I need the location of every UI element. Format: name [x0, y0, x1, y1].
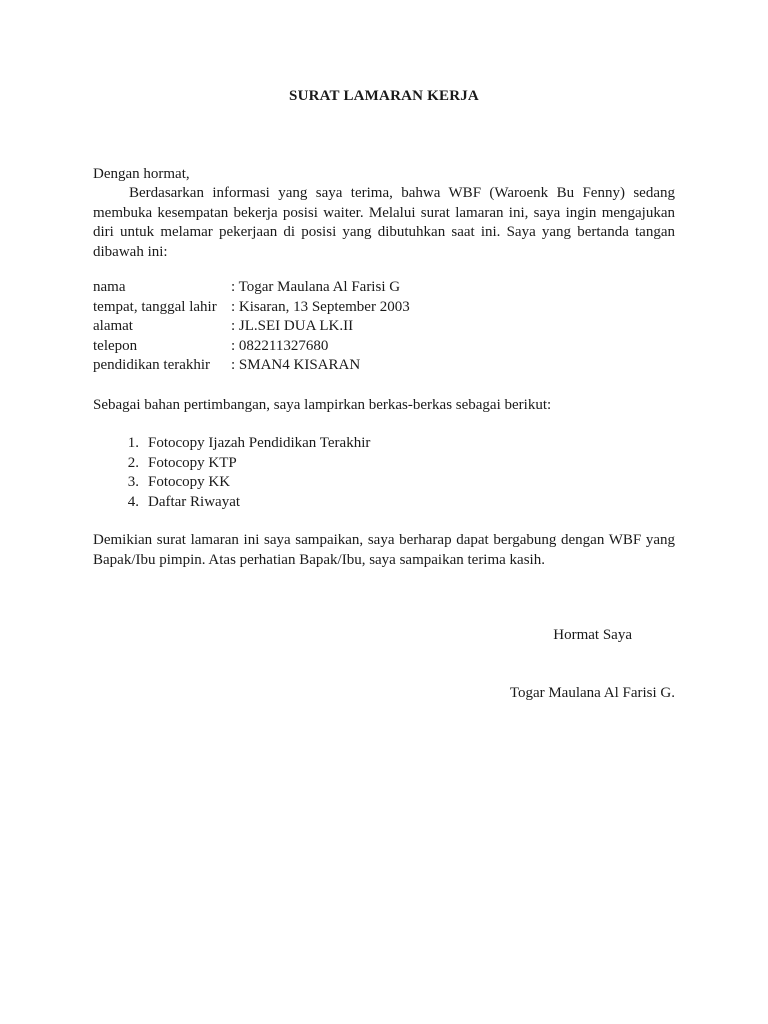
- field-row-birth: [93, 298, 675, 318]
- list-item-text: Fotocopy Ijazah Pendidikan Terakhir: [148, 435, 371, 451]
- field-row-nama: [93, 278, 675, 298]
- list-item: [93, 454, 593, 474]
- field-label: tempat, tanggal lahir: [93, 298, 217, 315]
- letter-title: SURAT LAMARAN KERJA: [289, 88, 479, 104]
- applicant-details: [93, 278, 675, 376]
- field-value: : SMAN4 KISARAN: [231, 357, 361, 373]
- list-number: 1.: [127, 435, 139, 451]
- field-value: : Kisaran, 13 September 2003: [231, 298, 410, 315]
- list-item: [93, 493, 593, 513]
- field-value: : 082211327680: [231, 337, 329, 354]
- field-label: alamat: [93, 318, 133, 334]
- list-item: [93, 473, 593, 493]
- list-number: 3.: [127, 474, 139, 490]
- field-label: pendidikan terakhir: [93, 357, 211, 373]
- field-value: : JL.SEI DUA LK.II: [231, 318, 354, 334]
- attachments-list: [93, 434, 593, 512]
- intro-paragraph: Berdasarkan informasi yang saya terima, bahwa WBF (Waroenk Bu Fenny) sedang membuka kesempatan bekerja posisi waiter. Melalui surat lamaran ini, saya ingin mengajukan diri untuk melamar pekerjaan di posisi yang dibutuhkan saat ini. Saya yang bertanda tangan dibawah ini:: [93, 185, 675, 260]
- field-label: nama: [93, 279, 126, 295]
- list-number: 2.: [127, 454, 139, 471]
- list-number: 4.: [127, 493, 139, 510]
- greeting: Dengan hormat,: [93, 166, 190, 182]
- signer-name: Togar Maulana Al Farisi G.: [509, 685, 675, 701]
- sign-off-greeting: Hormat Saya: [553, 627, 632, 643]
- list-item-text: Fotocopy KTP: [148, 454, 237, 471]
- field-row-phone: [93, 337, 675, 357]
- field-label: telepon: [93, 337, 138, 354]
- attachments-intro: Sebagai bahan pertimbangan, saya lampirkan berkas-berkas sebagai berikut:: [93, 397, 552, 413]
- closing-paragraph: Demikian surat lamaran ini saya sampaikan, saya berharap dapat bergabung dengan WBF yang Bapak/Ibu pimpin. Atas perhatian Bapak/Ibu, saya sampaikan terima kasih.: [93, 532, 675, 568]
- list-item: [93, 434, 593, 454]
- field-row-education: [93, 356, 675, 376]
- list-item-text: Daftar Riwayat: [148, 493, 241, 510]
- field-value: : Togar Maulana Al Farisi G: [231, 279, 401, 295]
- field-row-address: [93, 317, 675, 337]
- list-item-text: Fotocopy KK: [148, 474, 231, 490]
